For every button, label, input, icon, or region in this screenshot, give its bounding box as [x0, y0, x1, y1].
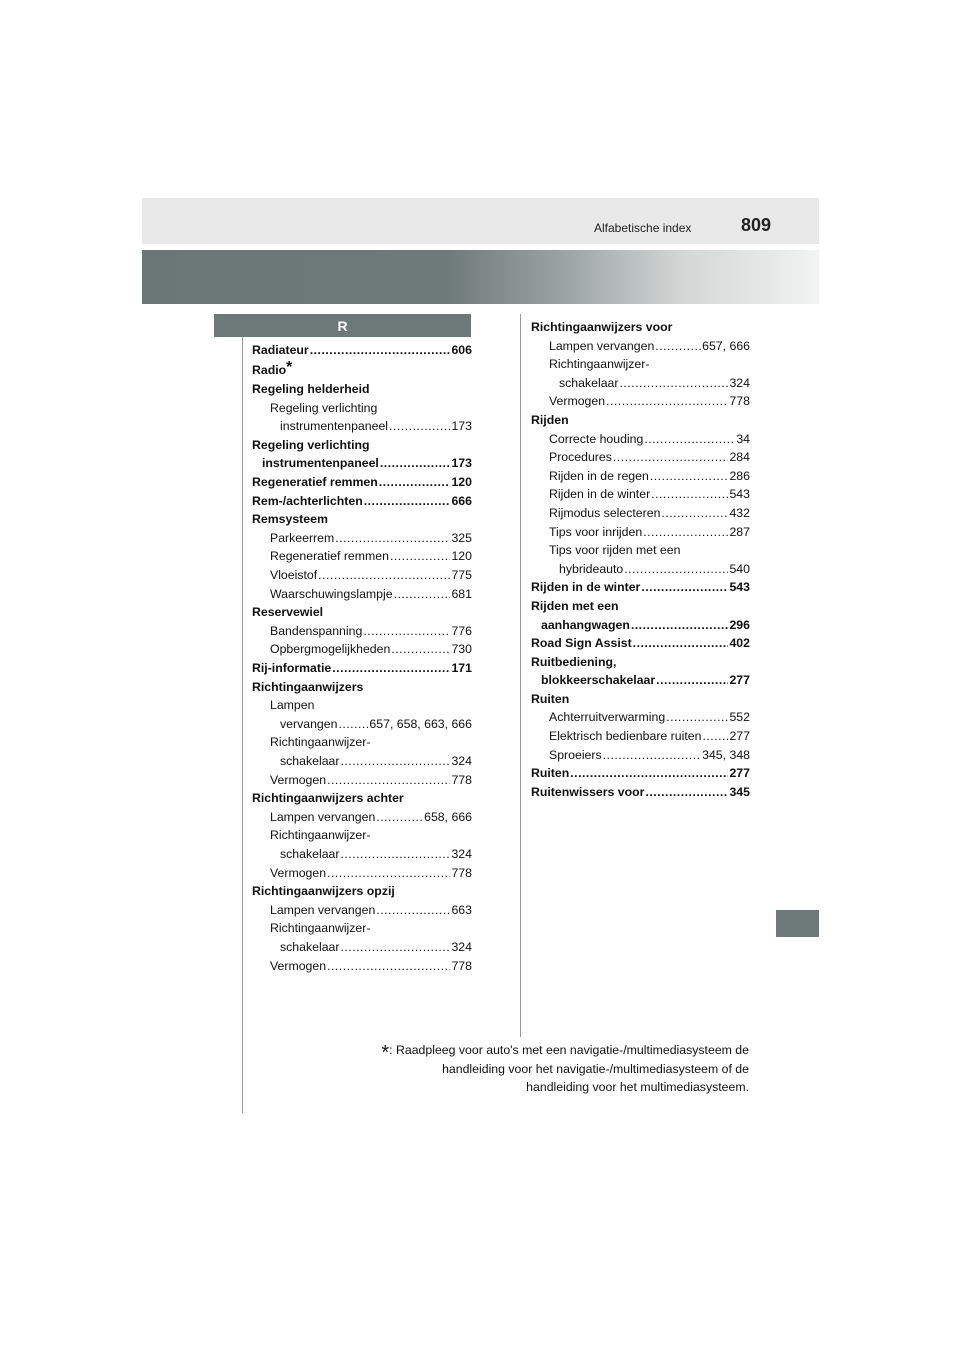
dot-leader	[327, 771, 450, 790]
index-entry	[549, 708, 750, 727]
index-entry-term: Richtingaanwijzers voor	[531, 320, 673, 334]
index-entry-page[interactable]: 543	[729, 487, 750, 502]
index-entry-page[interactable]: 34	[736, 431, 750, 446]
index-entry-term: Vermogen	[549, 394, 606, 409]
index-entry	[549, 337, 750, 356]
dot-leader	[340, 845, 450, 864]
index-entry	[531, 783, 750, 802]
dot-leader	[327, 864, 450, 883]
index-entry	[270, 864, 472, 883]
index-entry-page[interactable]: 778	[729, 394, 750, 409]
dot-leader	[641, 578, 728, 597]
dot-leader	[338, 715, 368, 734]
index-entry	[270, 399, 472, 418]
index-entry	[270, 957, 472, 976]
footnote-line-2: handleiding voor het navigatie-/multimediasysteem of de	[442, 1061, 749, 1076]
index-entry-term: instrumentenpaneel	[262, 456, 379, 471]
index-entry	[252, 380, 472, 399]
index-entry-term: Remsysteem	[252, 512, 328, 527]
index-entry-term: Richtingaanwijzers opzij	[252, 884, 395, 899]
index-entry-term: Ruitbediening,	[531, 654, 617, 669]
index-entry	[252, 360, 472, 381]
index-entry-term: Regeling verlichting	[252, 437, 370, 452]
left-margin-rule	[242, 337, 243, 1113]
footnote-reference-mark: *	[286, 358, 293, 376]
index-entry-term: Achterruitverwarming	[549, 710, 666, 725]
index-entry-term: Rijden in de winter	[531, 580, 641, 595]
dot-leader	[624, 560, 728, 579]
index-entry	[270, 901, 472, 920]
dot-leader	[394, 585, 451, 604]
index-entry	[531, 578, 750, 597]
index-entry	[270, 622, 472, 641]
index-entry-term: Vloeistof	[270, 568, 318, 583]
index-entry-term: Road Sign Assist	[531, 636, 632, 651]
thumb-index-tab	[776, 910, 819, 937]
index-entry-term: Correcte houding	[549, 431, 644, 446]
index-entry-page[interactable]: 666	[451, 493, 472, 508]
index-entry-term: Vermogen	[270, 772, 327, 787]
dot-leader	[318, 566, 450, 585]
index-entry-term: schakelaar	[559, 375, 619, 390]
index-entry-term: Rijden in de winter	[549, 487, 651, 502]
index-entry	[280, 938, 472, 957]
index-entry-page[interactable]: 324	[729, 375, 750, 390]
index-entry-term: Lampen vervangen	[270, 809, 376, 824]
index-entry-page[interactable]: 540	[729, 561, 750, 576]
dot-leader	[603, 746, 701, 765]
footnote	[330, 1041, 749, 1097]
index-entry	[270, 529, 472, 548]
index-entry-page[interactable]: 657, 666	[702, 338, 750, 353]
dot-leader	[310, 341, 451, 360]
index-entry-page[interactable]: 658, 666	[424, 809, 472, 824]
dot-leader	[379, 473, 451, 492]
index-entry	[549, 430, 750, 449]
index-entry	[549, 746, 750, 765]
header-bar	[142, 198, 819, 244]
index-entry-term: Radio	[252, 362, 287, 377]
index-entry-page[interactable]: 171	[451, 661, 472, 675]
dot-leader	[570, 764, 728, 783]
dot-leader	[645, 783, 728, 802]
index-entry-term: Rijden	[531, 412, 569, 427]
index-entry	[270, 808, 472, 827]
index-entry	[541, 616, 750, 635]
index-entry-term: Regeling verlichting	[270, 400, 378, 415]
index-entry	[549, 355, 750, 374]
index-entry-page[interactable]: 402	[729, 636, 750, 651]
index-entry-term: Vermogen	[270, 865, 327, 880]
index-entry-term: Richtingaanwijzers	[252, 679, 364, 694]
index-entry	[252, 603, 472, 622]
index-entry	[531, 764, 750, 783]
index-entry-page[interactable]: 120	[451, 549, 472, 564]
index-entry-term: schakelaar	[280, 753, 340, 768]
index-entry	[252, 882, 472, 901]
index-entry-term: Tips voor rijden met een	[549, 543, 681, 558]
dot-leader	[613, 448, 729, 467]
index-entry-term: Procedures	[549, 450, 612, 465]
index-entry-term: Richtingaanwijzer-	[549, 357, 650, 372]
index-entry-term: Ruiten	[531, 691, 570, 706]
dot-leader	[364, 492, 451, 511]
index-entry-page[interactable]: 173	[451, 456, 472, 471]
column-divider	[520, 314, 521, 1037]
index-entry-term: Rem-/achterlichten	[252, 493, 363, 508]
index-entry-term: Waarschuwingslampje	[270, 586, 393, 601]
index-entry-page[interactable]: 120	[451, 475, 472, 490]
dot-leader	[633, 634, 729, 653]
index-entry-term: Richtingaanwijzers achter	[252, 791, 404, 806]
footnote-mark: *	[381, 1042, 390, 1064]
index-entry	[531, 318, 750, 337]
dot-leader	[340, 752, 450, 771]
index-entry-term: blokkeerschakelaar	[541, 673, 656, 688]
index-entry	[280, 715, 472, 734]
index-entry-page[interactable]: 324	[451, 846, 472, 861]
dot-leader	[380, 454, 451, 473]
dot-leader	[389, 417, 450, 436]
index-entry-page[interactable]: 778	[451, 865, 472, 880]
dot-leader	[655, 337, 701, 356]
index-entry-term: Ruitenwissers voor	[531, 784, 645, 799]
index-entry	[549, 523, 750, 542]
index-entry-term: vervangen	[280, 716, 338, 731]
index-entry	[549, 392, 750, 411]
index-entry	[252, 436, 472, 455]
index-entry-page[interactable]: 296	[729, 617, 750, 632]
index-entry-page[interactable]: 778	[451, 958, 472, 973]
index-entry-term: schakelaar	[280, 939, 340, 954]
index-entry	[541, 671, 750, 690]
index-entry	[280, 752, 472, 771]
index-entry	[252, 341, 472, 360]
index-entry	[549, 448, 750, 467]
index-entry	[531, 653, 750, 672]
index-entry-term: Regeneratief remmen	[270, 549, 389, 564]
index-entry	[531, 411, 750, 430]
index-entry-term: Regeneratief remmen	[252, 475, 378, 490]
index-entry-term: Lampen	[270, 698, 315, 713]
index-entry-page[interactable]: 284	[729, 450, 750, 465]
index-entry-page[interactable]: 173	[451, 419, 472, 434]
index-entry-term: Tips voor inrijden	[549, 524, 643, 539]
index-column-right	[531, 318, 750, 801]
index-entry	[280, 845, 472, 864]
index-entry-page[interactable]: 277	[729, 729, 750, 744]
dot-leader	[606, 392, 728, 411]
index-entry	[252, 473, 472, 492]
index-entry-term: schakelaar	[280, 846, 340, 861]
index-entry	[531, 634, 750, 653]
dot-leader	[327, 957, 450, 976]
index-entry-term: Elektrisch bedienbare ruiten	[549, 729, 702, 744]
index-entry-term: Rij-informatie	[252, 661, 332, 675]
index-entry	[531, 690, 750, 709]
index-entry	[270, 640, 472, 659]
index-entry-page[interactable]: 345	[729, 784, 750, 799]
dot-leader	[644, 430, 735, 449]
index-entry-page[interactable]: 432	[729, 505, 750, 520]
index-entry	[531, 597, 750, 616]
index-entry-term: Lampen vervangen	[270, 902, 376, 917]
dot-leader	[661, 504, 728, 523]
index-entry-page[interactable]: 778	[451, 772, 472, 787]
index-entry-term: instrumentenpaneel	[280, 419, 389, 434]
index-entry-term: Ruiten	[531, 766, 570, 781]
index-entry-term: Lampen vervangen	[549, 338, 655, 353]
page-number: 809	[741, 215, 772, 235]
index-entry-page[interactable]: 324	[451, 753, 472, 768]
index-entry-term: Opbergmogelijkheden	[270, 642, 391, 657]
dot-leader	[390, 547, 451, 566]
index-entry-term: Rijmodus selecteren	[549, 505, 661, 520]
index-entry	[559, 374, 750, 393]
dot-leader	[340, 938, 450, 957]
index-entry	[270, 733, 472, 752]
index-entry-page[interactable]: 345, 348	[702, 747, 750, 762]
index-entry	[270, 566, 472, 585]
index-entry	[252, 789, 472, 808]
index-entry	[270, 547, 472, 566]
index-entry	[270, 826, 472, 845]
index-entry-page[interactable]: 287	[729, 524, 750, 539]
dot-leader	[650, 467, 729, 486]
dot-leader	[656, 671, 728, 690]
index-entry	[252, 510, 472, 529]
index-entry	[262, 454, 472, 473]
index-entry	[559, 560, 750, 579]
index-entry-page[interactable]: 277	[729, 673, 750, 688]
index-entry	[549, 541, 750, 560]
index-entry	[270, 585, 472, 604]
footnote-line-1: *: Raadpleeg voor auto's met een navigatie-/multimediasysteem de	[381, 1042, 749, 1064]
index-entry	[549, 467, 750, 486]
index-entry-term: hybrideauto	[559, 561, 624, 576]
dot-leader	[376, 808, 423, 827]
index-entry-term: Reservewiel	[252, 605, 324, 620]
index-entry-term: Richtingaanwijzer-	[270, 828, 371, 843]
dot-leader	[391, 640, 450, 659]
index-entry-page[interactable]: 776	[451, 623, 472, 638]
running-header-title: Alfabetische index	[594, 221, 692, 235]
index-entry-page[interactable]: 657, 658, 663, 666	[369, 716, 472, 731]
index-column-left	[252, 341, 472, 975]
dot-leader	[631, 616, 729, 635]
index-entry-term: Rijden in de regen	[549, 468, 649, 483]
dot-leader	[619, 374, 728, 393]
index-entry-page[interactable]: 730	[451, 642, 472, 657]
index-entry	[252, 492, 472, 511]
index-entry-term: Parkeerrem	[270, 530, 335, 545]
index-entry	[549, 504, 750, 523]
index-entry-page[interactable]: 606	[451, 343, 472, 357]
index-entry-page[interactable]: 552	[729, 710, 750, 725]
index-entry	[549, 727, 750, 746]
index-entry-term: Radiateur	[252, 343, 309, 357]
index-entry-page[interactable]: 277	[729, 766, 750, 781]
dot-leader	[702, 727, 728, 746]
index-entry	[270, 771, 472, 790]
index-entry-page[interactable]: 663	[451, 902, 472, 917]
section-letter-header: R	[214, 314, 471, 337]
dot-leader	[651, 485, 728, 504]
dot-leader	[363, 622, 450, 641]
footnote-line-3: handleiding voor het multimediasysteem.	[526, 1080, 749, 1094]
index-entry	[270, 919, 472, 938]
dot-leader	[332, 659, 450, 678]
index-entry	[252, 659, 472, 678]
index-entry-term: Regeling helderheid	[252, 382, 370, 397]
index-entry-term: Rijden met een	[531, 598, 619, 613]
dot-leader	[376, 901, 450, 920]
decorative-gradient-bar	[142, 250, 819, 304]
index-entry-page[interactable]: 324	[451, 939, 472, 954]
index-entry-term: aanhangwagen	[541, 617, 630, 632]
index-entry-page[interactable]: 325	[451, 530, 472, 545]
index-entry-term: Vermogen	[270, 958, 327, 973]
index-entry	[270, 696, 472, 715]
index-entry	[280, 417, 472, 436]
dot-leader	[643, 523, 728, 542]
index-entry-page[interactable]: 543	[729, 580, 750, 595]
index-entry	[252, 678, 472, 697]
index-entry-page[interactable]: 681	[451, 586, 472, 601]
dot-leader	[666, 708, 728, 727]
index-entry	[549, 485, 750, 504]
index-entry-term: Richtingaanwijzer-	[270, 921, 371, 936]
index-entry-term: Bandenspanning	[270, 623, 363, 638]
dot-leader	[335, 529, 450, 548]
index-entry-page[interactable]: 286	[729, 468, 750, 483]
index-entry-term: Richtingaanwijzer-	[270, 735, 371, 750]
index-entry-term: Sproeiers	[549, 747, 602, 762]
index-entry-page[interactable]: 775	[451, 568, 472, 583]
